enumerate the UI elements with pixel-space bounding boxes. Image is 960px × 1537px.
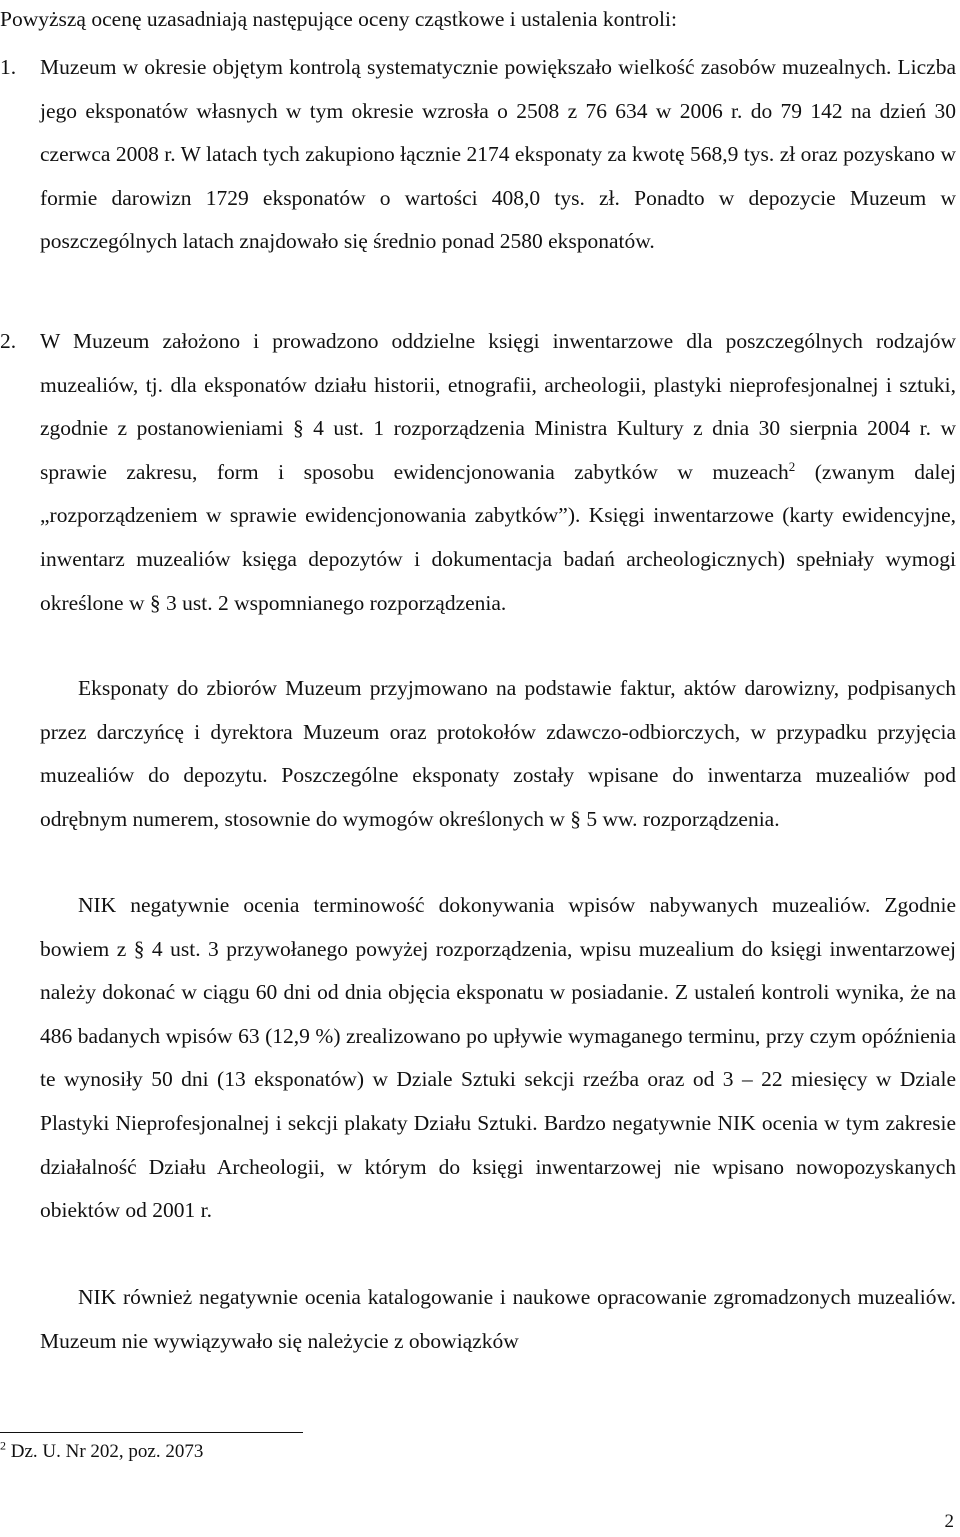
footnote-number: 2	[0, 1438, 6, 1453]
page-number: 2	[944, 1511, 954, 1532]
footnote-text: Dz. U. Nr 202, poz. 2073	[10, 1441, 204, 1462]
body-paragraph: Eksponaty do zbiorów Muzeum przyjmowano na podstawie faktur, aktów darowizny, podpisanych przez darczyńcę i dyrektora Muzeum oraz protokołów zdawczo-odbiorczych, w przypadku przyjęcia muzealiów do depozytu. Poszczególne eksponaty zostały wpisane do inwentarza muzealiów pod odrębnym numerem, stosownie do wymogów określonych w § 5 ww. rozporządzenia.	[40, 676, 956, 831]
list-item-number: 1.	[0, 55, 17, 79]
body-paragraph: NIK negatywnie ocenia terminowość dokonywania wpisów nabywanych muzealiów. Zgodnie bowiem z § 4 ust. 3 przywołanego powyżej rozporządzenia, wpisu muzealium do księgi inwentarzowej należy dokonać w ciągu 60 dni od dnia objęcia eksponatu w posiadanie. Z ustaleń kontroli wynika, że na 486 badanych wpisów 63 (12,9 %) zrealizowano po upływie wymaganego terminu, przy czym opóźnienia te wynosiły 50 dni (13 eksponatów) w Dziale Sztuki sekcji rzeźba oraz od 3 – 22 miesięcy w Dziale Plastyki Nieprofesjonalnej i sekcji plakaty Działu Sztuki. Bardzo negatywnie NIK ocenia w tym zakresie działalność Działu Archeologii, w którym do księgi inwentarzowej nie wpisano nowopozyskanych obiektów od 2001 r.	[40, 893, 956, 1223]
list-item-text: Muzeum w okresie objętym kontrolą systematycznie powiększało wielkość zasobów muzealnych. Liczba jego eksponatów własnych w tym okresie wzrosła o 2508 z 76 634 w 2006 r. do 79 142 na dzień 30 czerwca 2008 r. W latach tych zakupiono łącznie 2174 eksponaty za kwotę 568,9 tys. zł oraz pozyskano w formie darowizn 1729 eksponatów o wartości 408,0 tys. zł. Ponadto w depozycie Muzeum w poszczególnych latach znajdowało się średnio ponad 2580 eksponatów.	[40, 55, 956, 254]
list-item-number: 2.	[0, 329, 17, 353]
body-paragraph: NIK również negatywnie ocenia katalogowanie i naukowe opracowanie zgromadzonych muzealiów. Muzeum nie wywiązywało się należycie z obowiązków	[40, 1285, 956, 1353]
footnote-separator	[0, 1432, 303, 1433]
list-item-2	[0, 320, 957, 625]
footnote	[0, 1438, 203, 1466]
list-item-text: W Muzeum założono i prowadzono oddzielne księgi inwentarzowe dla poszczególnych rodzajów muzealiów, tj. dla eksponatów działu historii, etnografii, archeologii, plastyki nieprofesjonalnej i sztuki, zgodnie z postanowieniami § 4 ust. 1 rozporządzenia Ministra Kultury z dnia 30 sierpnia 2004 r. w sprawie zakresu, form i sposobu ewidencjonowania zabytków w muzeach	[40, 329, 956, 484]
footnote-reference: 2	[788, 458, 796, 474]
list-item-text-continued: (zwanym dalej „rozporządzeniem w sprawie ewidencjonowania zabytków”). Księgi inwentarzowe (karty ewidencyjne, inwentarz muzealiów księga depozytów i dokumentacja badań archeologicznych) spełniały wymogi określone w § 3 ust. 2 wspomnianego rozporządzenia.	[40, 459, 957, 615]
intro-paragraph: Powyższą ocenę uzasadniają następujące oceny cząstkowe i ustalenia kontroli:	[0, 7, 677, 31]
list-item-1	[0, 46, 956, 264]
